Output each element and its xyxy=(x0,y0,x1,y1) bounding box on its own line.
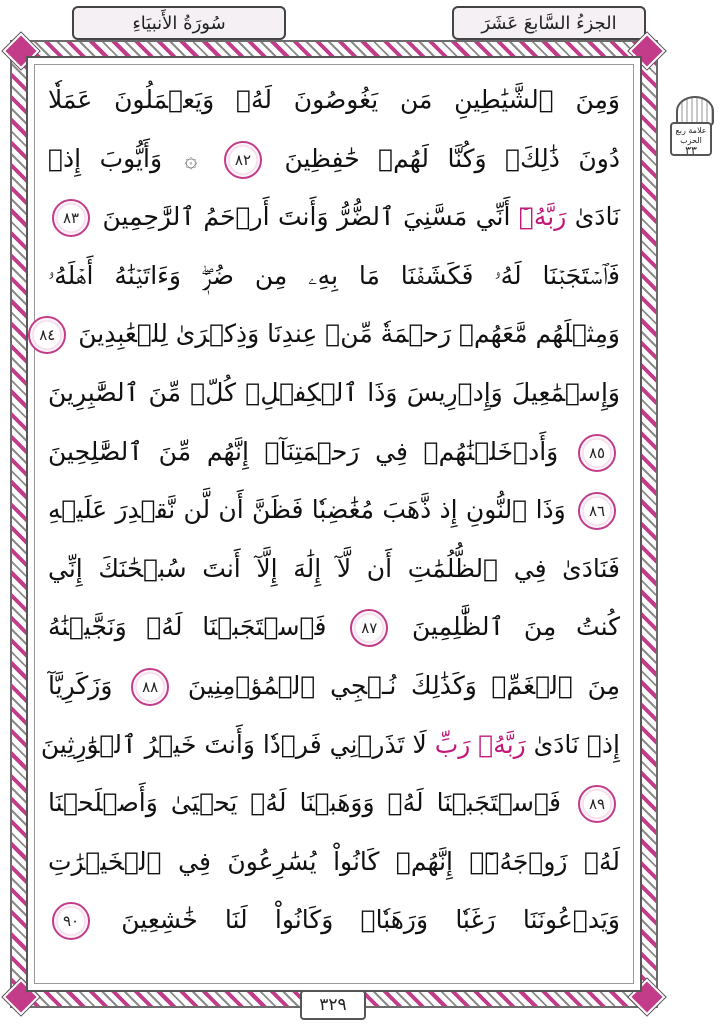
verse-text: فَٱسۡتَجَبۡنَا لَهُۥ وَنَجَّيۡنَٰهُ xyxy=(48,612,327,642)
text-line xyxy=(48,72,620,128)
text-line xyxy=(48,599,620,655)
verse-text: كُنتُ مِنَ ٱلظَّٰلِمِينَ xyxy=(412,612,621,642)
text-line xyxy=(40,717,620,773)
quran-text-body xyxy=(39,72,621,952)
surah-name-label xyxy=(72,6,286,40)
text-line xyxy=(48,248,620,304)
hizb-quarter-marker xyxy=(670,96,716,158)
surah-name-text: سُورَةُ الأَنبيَاءِ xyxy=(132,12,226,34)
ayah-number-marker: ٨٤ xyxy=(28,316,66,354)
verse-text: وَمِثۡلَهُم مَّعَهُمۡ رَحۡمَةٗ مِّنۡ عِندِنَا وَذِكۡرَىٰ لِلۡعَٰبِدِينَ xyxy=(78,319,620,349)
verse-text: دُونَ ذَٰلِكَۖ وَكُنَّا لَهُمۡ حَٰفِظِينَ xyxy=(284,143,620,173)
text-line xyxy=(48,365,620,421)
page-number xyxy=(300,990,366,1020)
verse-text: مِنَ ٱلۡغَمِّۚ وَكَذَٰلِكَ نُـۨجِي ٱلۡمُؤۡمِنِينَ xyxy=(187,671,620,700)
verse-text: لَهُۥ زَوۡجَهُۥٓۚ إِنَّهُمۡ كَانُواْ يُسَٰرِعُونَ فِي ٱلۡخَيۡرَٰتِ xyxy=(48,846,620,876)
text-line xyxy=(48,541,620,597)
ayah-number-marker: ٨٣ xyxy=(52,199,90,237)
text-line xyxy=(48,892,620,948)
juz-label xyxy=(452,6,646,40)
text-line xyxy=(48,482,620,538)
verse-text: فَٱسۡتَجَبۡنَا لَهُۥ فَكَشَفۡنَا مَا بِهِۦ مِن ضُرّٖۖ وَءَاتَيۡنَٰهُ أَهۡلَهُۥ xyxy=(48,260,620,290)
verse-text: وَيَدۡعُونَنَا رَغَبٗا وَرَهَبٗاۖ وَكَانُواْ لَنَا خَٰشِعِينَ xyxy=(121,905,620,935)
ayah-number-marker: ٨٩ xyxy=(578,785,616,823)
hizb-label-line1: علامة ربع xyxy=(675,126,707,135)
ayah-number-marker: ٨٢ xyxy=(224,141,262,179)
verse-text: فَٱسۡتَجَبۡنَا لَهُۥ وَوَهَبۡنَا لَهُۥ يَحۡيَىٰ وَأَصۡلَحۡنَا xyxy=(48,788,561,818)
ayah-number-marker: ٨٧ xyxy=(350,609,388,647)
ayah-number-marker: ٩٠ xyxy=(52,902,90,940)
text-line xyxy=(48,131,620,187)
highlighted-word: رَبَّهُۥٓ xyxy=(518,202,567,232)
verse-text: نَادَىٰ xyxy=(566,202,621,232)
verse-text: وَمِنَ ٱلشَّيَٰطِينِ مَن يَغُوصُونَ لَهُۥ وَيَعۡمَلُونَ عَمَلٗا xyxy=(48,85,620,114)
verse-text: أَنِّي مَسَّنِيَ ٱلضُّرُّ وَأَنتَ أَرۡحَمُ ٱلرَّٰحِمِينَ xyxy=(102,202,511,232)
verse-text: وَأَيُّوبَ إِذۡ xyxy=(48,143,163,173)
verse-text: فَنَادَىٰ فِي ٱلظُّلُمَٰتِ أَن لَّآ إِلَٰهَ إِلَّآ أَنتَ سُبۡحَٰنَكَ إِنِّي xyxy=(48,553,620,583)
text-line xyxy=(48,424,620,480)
text-line xyxy=(48,189,620,245)
verse-text: لَا تَذَرۡنِي فَرۡدٗا وَأَنتَ خَيۡرُ ٱلۡوَٰرِثِينَ xyxy=(40,729,427,759)
verse-text: إِذۡ نَادَىٰ xyxy=(525,729,620,759)
juz-text: الجزءُ السَّابعَ عَشَرَ xyxy=(481,12,617,34)
verse-text: وَزَكَرِيَّآ xyxy=(48,671,113,700)
highlighted-word: رَبَّهُۥ رَبِّ xyxy=(434,729,526,759)
hizb-number: ٣٣ xyxy=(685,144,697,157)
page-number-text: ٣٢٩ xyxy=(319,995,347,1015)
text-line xyxy=(48,658,620,714)
verse-text: وَإِسۡمَٰعِيلَ وَإِدۡرِيسَ وَذَا ٱلۡكِفۡلِۖ كُلّٞ مِّنَ ٱلصَّٰبِرِينَ xyxy=(48,378,620,407)
text-line xyxy=(48,834,620,890)
verse-text: وَذَا ٱلنُّونِ إِذ ذَّهَبَ مُغَٰضِبٗا فَظَنَّ أَن لَّن نَّقۡدِرَ عَلَيۡهِ xyxy=(48,495,566,525)
hizb-box xyxy=(670,122,712,156)
ayah-number-marker: ٨٥ xyxy=(578,434,616,472)
hizb-label-line2: الحزب xyxy=(680,136,702,145)
verse-text: وَأَدۡخَلۡنَٰهُمۡ فِي رَحۡمَتِنَآۖ إِنَّهُم مِّنَ ٱلصَّٰلِحِينَ xyxy=(48,436,559,466)
hizb-star-icon: ۞ xyxy=(184,147,198,173)
ayah-number-marker: ٨٦ xyxy=(578,492,616,530)
text-line xyxy=(48,775,620,831)
text-line xyxy=(39,306,620,362)
ayah-number-marker: ٨٨ xyxy=(131,668,169,706)
